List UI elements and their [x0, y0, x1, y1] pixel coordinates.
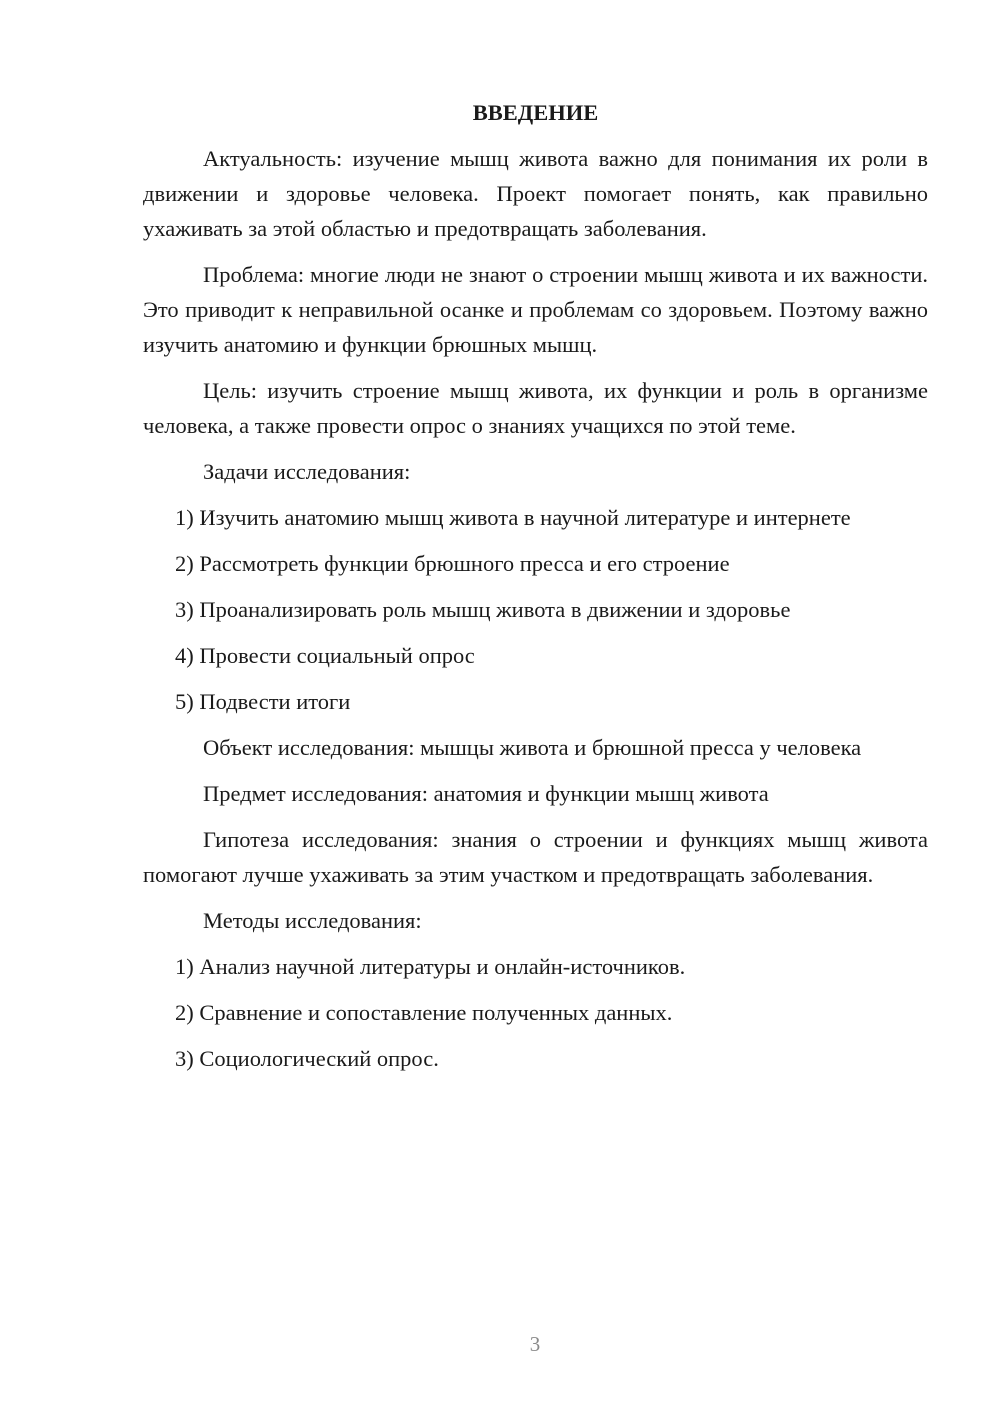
problem-paragraph: Проблема: многие люди не знают о строении мышц живота и их важности. Это приводит к неправильной осанке и проблемам со здоровьем. Поэтому важно изучить анатомию и функции брюшных мышц. [143, 262, 928, 357]
relevance-paragraph: Актуальность: изучение мышц живота важно для понимания их роли в движении и здоровье человека. Проект помогает понять, как правильно ухаживать за этой областью и предотвращать заболевания. [143, 146, 928, 241]
methods-title: Методы исследования: [203, 908, 422, 933]
tasks-title: Задачи исследования: [203, 459, 411, 484]
research-subject: Предмет исследования: анатомия и функции мышц живота [203, 781, 769, 806]
page-content [143, 95, 928, 1087]
task-item: 1) Изучить анатомию мышц живота в научной литературе и интернете [175, 505, 851, 530]
task-item: 2) Рассмотреть функции брюшного пресса и его строение [175, 551, 730, 576]
hypothesis-paragraph: Гипотеза исследования: знания о строении и функциях мышц живота помогают лучше ухаживать за этим участком и предотвращать заболевания. [143, 827, 928, 887]
task-item: 5) Подвести итоги [175, 689, 351, 714]
page-number: 3 [529, 1332, 541, 1356]
task-item: 3) Проанализировать роль мышц живота в движении и здоровье [175, 597, 791, 622]
section-heading: ВВЕДЕНИЕ [472, 100, 599, 125]
research-object: Объект исследования: мышцы живота и брюшной пресса у человека [203, 735, 862, 760]
method-item: 2) Сравнение и сопоставление полученных данных. [175, 1000, 673, 1025]
method-item: 3) Социологический опрос. [175, 1046, 439, 1071]
goal-paragraph: Цель: изучить строение мышц живота, их функции и роль в организме человека, а также провести опрос о знаниях учащихся по этой теме. [143, 378, 928, 438]
task-item: 4) Провести социальный опрос [175, 643, 475, 668]
method-item: 1) Анализ научной литературы и онлайн-источников. [175, 954, 686, 979]
